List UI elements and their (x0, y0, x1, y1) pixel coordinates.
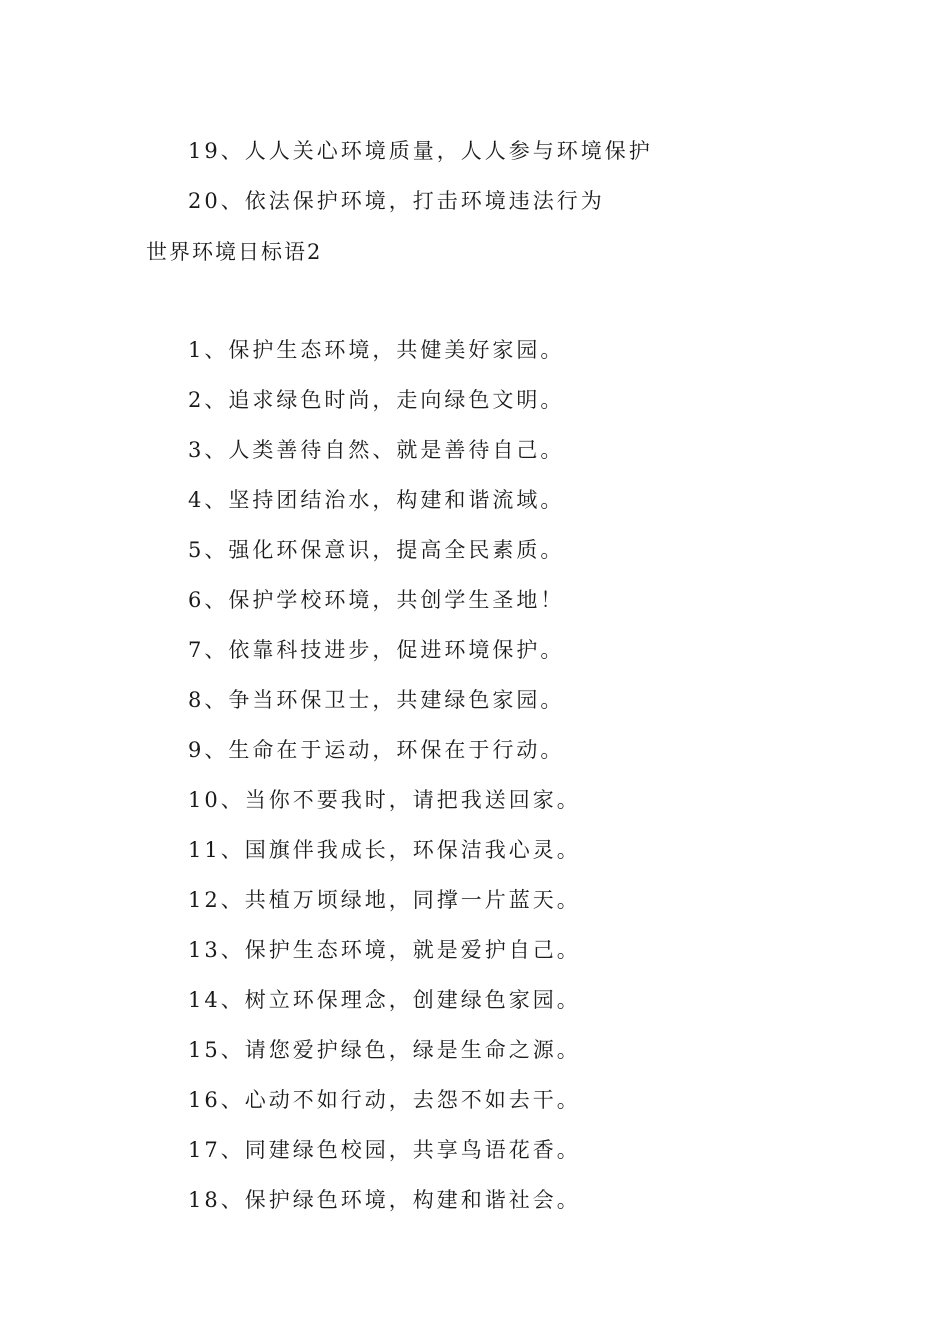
list-item: 6、保护学校环境，共创学生圣地！ (188, 588, 565, 612)
list-item: 16、心动不如行动，去怨不如去干。 (188, 1088, 581, 1112)
list-item: 9、生命在于运动，环保在于行动。 (188, 738, 565, 762)
list-item: 7、依靠科技进步，促进环境保护。 (188, 638, 565, 662)
list-item: 17、同建绿色校园，共享鸟语花香。 (188, 1138, 581, 1162)
slogan-20: 20、依法保护环境，打击环境违法行为 (188, 189, 605, 213)
list-item: 5、强化环保意识，提高全民素质。 (188, 538, 565, 562)
list-item: 12、共植万顷绿地，同撑一片蓝天。 (188, 888, 581, 912)
slogan-19: 19、人人关心环境质量，人人参与环境保护 (188, 139, 653, 163)
section-title: 世界环境日标语2 (146, 240, 323, 264)
list-item: 14、树立环保理念，创建绿色家园。 (188, 988, 581, 1012)
list-item: 13、保护生态环境，就是爱护自己。 (188, 938, 581, 962)
list-item: 10、当你不要我时，请把我送回家。 (188, 788, 581, 812)
list-item: 3、人类善待自然、就是善待自己。 (188, 438, 565, 462)
list-item: 1、保护生态环境，共健美好家园。 (188, 338, 565, 362)
list-item: 18、保护绿色环境，构建和谐社会。 (188, 1188, 581, 1212)
list-item: 8、争当环保卫士，共建绿色家园。 (188, 688, 565, 712)
list-item: 11、国旗伴我成长，环保洁我心灵。 (188, 838, 581, 862)
list-item: 15、请您爱护绿色，绿是生命之源。 (188, 1038, 581, 1062)
list-item: 2、追求绿色时尚，走向绿色文明。 (188, 388, 565, 412)
list-item: 4、坚持团结治水，构建和谐流域。 (188, 488, 565, 512)
